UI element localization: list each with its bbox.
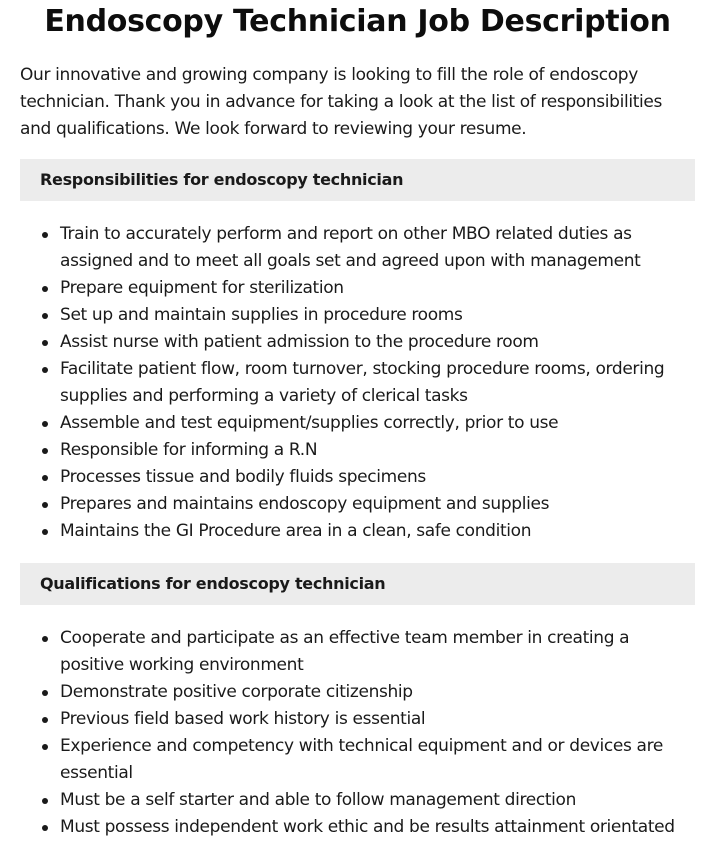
list-item: Assist nurse with patient admission to the procedure room xyxy=(60,329,695,356)
list-item: Train to accurately perform and report on other MBO related duties as assigned and to meet all goals set and agreed upon with management xyxy=(60,221,695,275)
page-title: Endoscopy Technician Job Description xyxy=(44,4,671,39)
list-item: Facilitate patient flow, room turnover, stocking procedure rooms, ordering supplies and performing a variety of clerical tasks xyxy=(60,356,695,410)
intro-paragraph: Our innovative and growing company is looking to fill the role of endoscopy technician. Thank you in advance for taking a look at the list of responsibilities and qualifications. We look forward to reviewing your resume. xyxy=(20,65,663,139)
responsibilities-heading: Responsibilities for endoscopy technician xyxy=(20,159,695,201)
list-item: Cooperate and participate as an effective team member in creating a positive working environment xyxy=(60,625,695,679)
list-item: Prepare equipment for sterilization xyxy=(60,275,695,302)
list-item: Must possess independent work ethic and be results attainment orientated xyxy=(60,814,695,841)
list-item: Set up and maintain supplies in procedure rooms xyxy=(60,302,695,329)
list-item: Prepares and maintains endoscopy equipment and supplies xyxy=(60,491,695,518)
list-item: Responsible for informing a R.N xyxy=(60,437,695,464)
qualifications-heading: Qualifications for endoscopy technician xyxy=(20,563,695,605)
list-item: Processes tissue and bodily fluids specimens xyxy=(60,464,695,491)
list-item: Previous field based work history is essential xyxy=(60,706,695,733)
job-description-page xyxy=(20,0,695,841)
list-item: Experience and competency with technical equipment and or devices are essential xyxy=(60,733,695,787)
qualifications-list xyxy=(20,625,695,841)
responsibilities-list xyxy=(20,221,695,545)
list-item: Maintains the GI Procedure area in a clean, safe condition xyxy=(60,518,695,545)
list-item: Must be a self starter and able to follow management direction xyxy=(60,787,695,814)
list-item: Assemble and test equipment/supplies correctly, prior to use xyxy=(60,410,695,437)
list-item: Demonstrate positive corporate citizenship xyxy=(60,679,695,706)
